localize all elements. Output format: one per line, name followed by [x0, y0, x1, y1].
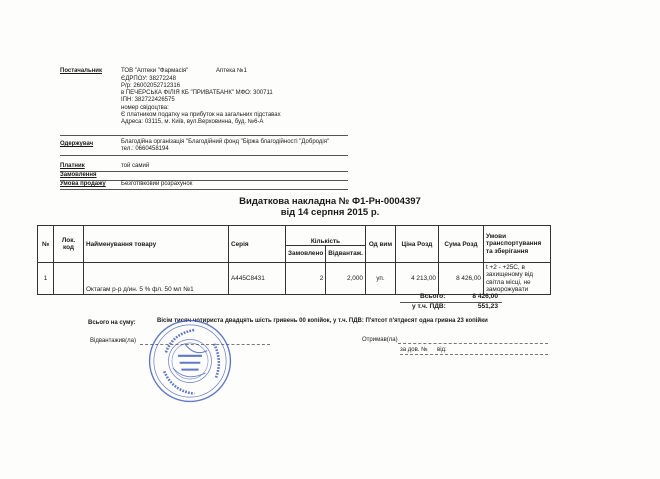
- col-qty-shipped: Відвантаж.: [326, 245, 366, 262]
- recipient-label: Одержувач: [60, 141, 94, 147]
- recipient-phone: тел.: 0660458194: [121, 146, 169, 152]
- row-qty-ordered: 2: [286, 263, 326, 295]
- col-qty-ordered: Замовлено: [286, 245, 326, 262]
- document-title: Видаткова накладна № Ф1-Рн-0004397: [239, 196, 421, 207]
- supplier-pharmacy: Аптека №1: [216, 68, 247, 74]
- col-unit: Од вим: [365, 226, 395, 263]
- round-stamp: [147, 318, 233, 404]
- shipped-by-label: Відвантажив(ла): [90, 338, 137, 344]
- supplier-label: Постачальник: [60, 68, 102, 74]
- supplier-bank: в ПЕЧЕРСЬКА ФІЛІЯ КБ "ПРИВАТБАНК" МФО: 300711: [121, 90, 273, 97]
- col-sum: Сума Розд: [438, 226, 483, 263]
- row-name: Октагам р-р д/ин. 5 % фл. 50 мл №1: [84, 263, 229, 295]
- received-by-label: Отримав(ла): [362, 337, 398, 343]
- sale-terms-divider: [60, 189, 348, 190]
- supplier-divider: [60, 135, 348, 136]
- supplier-address: Адреса: 03115, м. Київ, вул.Верховинна, буд. №6-А: [121, 119, 264, 126]
- total-value: 8 426,00: [472, 293, 498, 300]
- col-no: №: [38, 226, 54, 263]
- proxy-from-label: від:: [437, 347, 447, 353]
- supplier-certificate: номер свідоцтва:: [121, 104, 169, 111]
- proxy-line: [400, 354, 548, 355]
- col-name: Найменування товару: [84, 226, 229, 263]
- row-price: 4 213,00: [395, 263, 438, 295]
- row-no: 1: [38, 263, 54, 295]
- supplier-tax-status: Є платником податку на прибуток на загальних підставах: [121, 111, 281, 118]
- recipient-name: Благодійна організація "Благодійний фонд "Біржа благодійності "Добродія": [121, 139, 330, 145]
- col-price: Ціна Розд: [395, 226, 438, 263]
- total-label: Всього:: [420, 293, 446, 300]
- col-series: Серія: [229, 226, 286, 263]
- vat-value: 551,23: [477, 303, 498, 310]
- order-label: Замовлення: [60, 172, 97, 178]
- row-storage: t +2 - +25C, в захищеному від світла місці, не заморожувати: [483, 263, 550, 295]
- row-code: [54, 263, 84, 295]
- table-header-row: [38, 226, 551, 246]
- row-qty-shipped: 2,000: [326, 263, 366, 295]
- table-row: [38, 263, 551, 295]
- supplier-account: Р/р: 26002052712316: [121, 82, 181, 89]
- sum-words-value: Вісім тисяч чотириста двадцять шість гривень 00 копійок, у т.ч. ПДВ: П'ятсот п'ятдесят одна гривна 23 копійки: [157, 318, 488, 324]
- payer-divider: [60, 171, 348, 172]
- sale-terms-label: Умова продажу: [60, 181, 106, 187]
- col-code: Лок. код: [54, 226, 84, 263]
- supplier-ipn: ІПН: 382722426575: [121, 97, 175, 104]
- row-sum: 8 426,00: [438, 263, 483, 295]
- sale-terms-value: Безготівковий розрахунок: [121, 181, 193, 187]
- supplier-details: [121, 76, 281, 127]
- col-storage: Умови транспортування та зберігання: [483, 226, 550, 263]
- payer-value: той самий: [121, 163, 150, 169]
- col-qty: Кількість: [286, 226, 366, 246]
- supplier-name: ТОВ "Аптеки "Фармасія": [121, 68, 189, 74]
- supplier-edrpou: ЄДРПОУ: 38272248: [121, 75, 176, 82]
- proxy-label: за дов. №: [400, 347, 428, 353]
- row-unit: уп.: [365, 263, 395, 295]
- row-series: A445C8431: [229, 263, 286, 295]
- goods-table: [37, 225, 551, 295]
- payer-label: Платник: [60, 163, 85, 169]
- document-date: від 14 серпня 2015 р.: [280, 207, 380, 218]
- sum-words-label: Всього на суму:: [88, 320, 136, 326]
- vat-label: у т.ч. ПДВ:: [412, 303, 446, 310]
- received-by-line: [398, 343, 548, 344]
- recipient-divider: [60, 155, 348, 156]
